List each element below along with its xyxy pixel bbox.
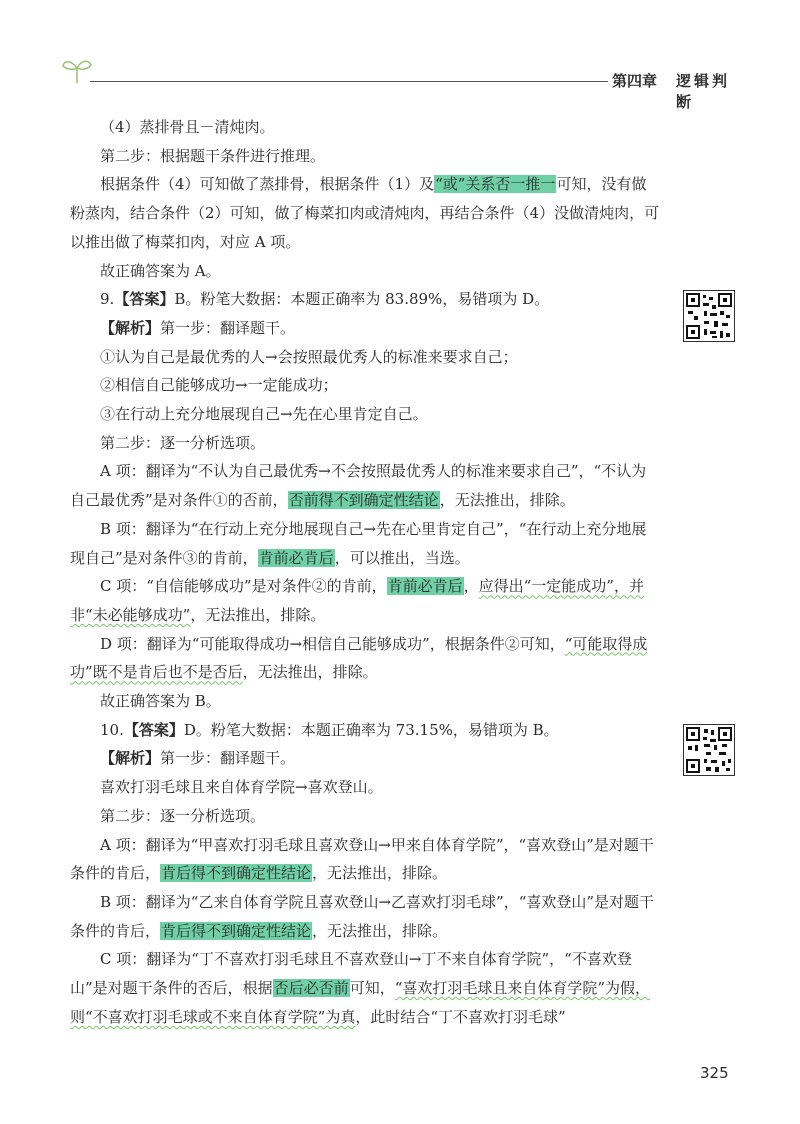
highlight: 肯后得不到确定性结论	[161, 864, 312, 883]
text-run: ，	[463, 577, 479, 596]
wavy-underline: “喜欢打羽毛球且来自体育学院”为假，则“不喜欢打羽毛球或不来自体育学院”为真	[70, 979, 651, 1026]
highlight: 否前得不到确定性结论	[288, 491, 439, 510]
text-run: 可知，没有做粉蒸肉，结合条件（2）可知，做了梅菜扣肉或清炖肉，再结合条件（4）没做清炖肉，可以推出做了梅菜扣肉，对应 A 项。	[70, 175, 660, 251]
page-number: 325	[700, 1064, 729, 1082]
text-run: ，可以推出，当选。	[334, 548, 470, 567]
highlight: 肯后得不到确定性结论	[161, 921, 312, 940]
text-run: ，无法推出，排除。	[190, 605, 326, 624]
paragraph: 第二步：逐一分析选项。	[100, 433, 266, 452]
paragraph: （4）蒸排骨且－清炖肉。	[100, 118, 275, 136]
question-number: 9.	[100, 290, 115, 309]
text-run: 第一步：翻译题干。	[160, 749, 296, 768]
option-analysis	[70, 572, 660, 629]
text-run: B 项：翻译为“在行动上充分地展现自己→先在心里肯定自己”，“在行动上充分地展现自己”是对条件③的肯前，	[70, 519, 647, 567]
option-analysis	[70, 945, 660, 1031]
paragraph: 喜欢打羽毛球且来自体育学院→喜欢登山。	[100, 778, 383, 797]
option-analysis	[70, 888, 660, 945]
answer-tag: 【答案】	[123, 720, 184, 739]
chapter-label: 第四章	[608, 70, 657, 91]
answer-line	[70, 285, 660, 314]
paragraph	[70, 170, 660, 256]
wavy-underline: 应得出“一定能成功”，并非“未必能够成功”	[70, 577, 644, 624]
text-run: ，此时结合“丁不喜欢打羽毛球”	[355, 1007, 566, 1026]
paragraph: 第二步：逐一分析选项。	[100, 806, 266, 825]
qr-code-icon	[683, 724, 735, 776]
text-run: C 项：“自信能够成功”是对条件②的肯前，	[100, 577, 387, 596]
text-run: C 项：翻译为“丁不喜欢打羽毛球且不喜欢登山→丁不来自体育学院”，“不喜欢登山”是对题干条件的否后，根据	[70, 950, 632, 998]
option-analysis	[70, 457, 660, 514]
page-header	[60, 55, 740, 111]
text-run: D。粉笔大数据：本题正确率为 73.15%，易错项为 B。	[183, 720, 559, 739]
condition: ②相信自己能够成功→一定能成功；	[100, 376, 338, 395]
option-analysis	[70, 515, 660, 572]
question-number: 10.	[100, 720, 124, 739]
page-body	[70, 113, 660, 1032]
text-run: ，无法推出，排除。	[439, 491, 575, 510]
paragraph: 故正确答案为 B。	[100, 692, 221, 711]
text-run: 根据条件（4）可知做了蒸排骨，根据条件（1）及	[100, 175, 435, 194]
text-run: ，无法推出，排除。	[312, 921, 448, 940]
highlight: “或”关系否一推一	[435, 175, 556, 194]
paragraph: 故正确答案为 A。	[100, 261, 221, 280]
option-analysis	[70, 630, 660, 687]
analysis-tag: 【解析】	[100, 318, 161, 337]
highlight: 否后必否前	[273, 979, 349, 998]
condition: ③在行动上充分地展现自己→先在心里肯定自己。	[100, 405, 428, 424]
condition: ①认为自己是最优秀的人→会按照最优秀人的标准来要求自己；	[100, 347, 518, 366]
text-run: A 项：翻译为“甲喜欢打羽毛球且喜欢登山→甲来自体育学院”，“喜欢登山”是对题干条件的肯后，	[70, 835, 654, 883]
text-run: 第一步：翻译题干。	[160, 318, 296, 337]
text-run: ，无法推出，排除。	[312, 864, 448, 883]
analysis-line	[70, 314, 660, 343]
option-analysis	[70, 831, 660, 888]
text-run: A 项：翻译为“不认为自己最优秀→不会按照最优秀人的标准来要求自己”，“不认为自己最优秀”是对条件①的否前，	[70, 462, 647, 510]
text-run: B。粉笔大数据：本题正确率为 83.89%，易错项为 D。	[174, 290, 550, 309]
header-rule	[90, 81, 646, 82]
paragraph: 第二步：根据题干条件进行推理。	[100, 146, 326, 165]
text-run: B 项：翻译为“乙来自体育学院且喜欢登山→乙喜欢打羽毛球”，“喜欢登山”是对题干条件的肯后，	[70, 892, 655, 940]
qr-code-icon	[683, 290, 735, 342]
highlight: 肯前必肯后	[387, 577, 463, 596]
answer-line	[70, 716, 660, 745]
section-label: 逻辑判断	[676, 72, 731, 111]
sprout-icon	[60, 55, 94, 85]
wavy-underline: “可能取得成功”既不是肯后也不是否后	[70, 634, 648, 682]
text-run: 可知，	[349, 979, 395, 998]
text-run: ，无法推出，排除。	[242, 663, 378, 682]
highlight: 肯前必肯后	[258, 548, 334, 567]
text-run: D 项：翻译为“可能取得成功→相信自己能够成功”，根据条件②可知，	[100, 634, 565, 653]
analysis-tag: 【解析】	[100, 749, 161, 768]
answer-tag: 【答案】	[114, 290, 175, 309]
analysis-line	[70, 744, 660, 773]
